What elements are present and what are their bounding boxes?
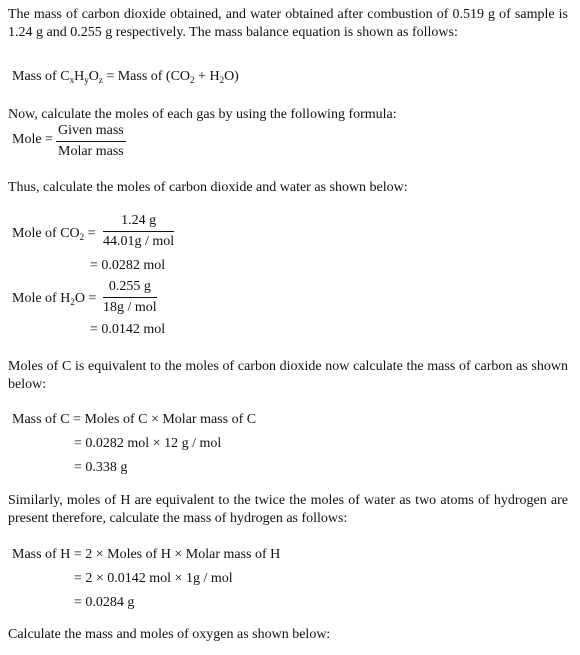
carbon-mass-line-2: = 0.0282 mol × 12 g / mol [74, 436, 222, 451]
moles-intro: Thus, calculate the moles of carbon dioxide and water as shown below: [8, 180, 408, 195]
mole-formula-lhs: Mole = [12, 132, 53, 147]
mole-formula-fraction [56, 122, 126, 161]
oxygen-intro: Calculate the mass and moles of oxygen as shown below: [8, 627, 331, 642]
hydrogen-mass-line-3: = 0.0284 g [74, 595, 135, 610]
carbon-mass-line-1: Mass of C = Moles of C × Molar mass of C [12, 412, 257, 427]
co2-fraction: 1.24 g 44.01g / mol [103, 213, 175, 249]
h2o-moles-result: = 0.0142 mol [90, 322, 166, 337]
co2-moles-result: = 0.0282 mol [90, 258, 166, 273]
mole-formula-denominator: Molar mass [58, 144, 124, 159]
intro-paragraph: The mass of carbon dioxide obtained, and water obtained after combustion of 0.519 g of sample is 1.24 g and 0.255 g respectively. The mass balance equation is shown as follows: [8, 7, 568, 40]
h2o-moles-lhs: Mole of $H_2O$ = [12, 291, 97, 307]
hydrogen-mass-line-2: = 2 × 0.0142 mol × 1g / mol [74, 571, 233, 586]
h2o-fraction: 0.255 g 18g / mol [103, 279, 157, 315]
hydrogen-mass-line-1: Mass of H = 2 × Moles of H × Molar mass of H [12, 547, 281, 562]
carbon-mass-line-3: = 0.338 g [74, 460, 128, 475]
mass-balance-equation: Mass of $C_xH_yO_z$ = Mass of $(CO_2 + H_2O)$ [12, 69, 239, 85]
co2-moles-lhs: Mole of $CO_2$ = [12, 226, 96, 242]
carbon-intro: Moles of C is equivalent to the moles of carbon dioxide now calculate the mass of carbon as shown below: [8, 359, 568, 392]
mole-formula-numerator: Given mass [58, 123, 124, 138]
hydrogen-intro: Similarly, moles of H are equivalent to the twice the moles of water as two atoms of hydrogen are present therefore, calculate the mass of hydrogen as follows: [8, 493, 568, 526]
formula-intro: Now, calculate the moles of each gas by using the following formula: [8, 107, 397, 122]
